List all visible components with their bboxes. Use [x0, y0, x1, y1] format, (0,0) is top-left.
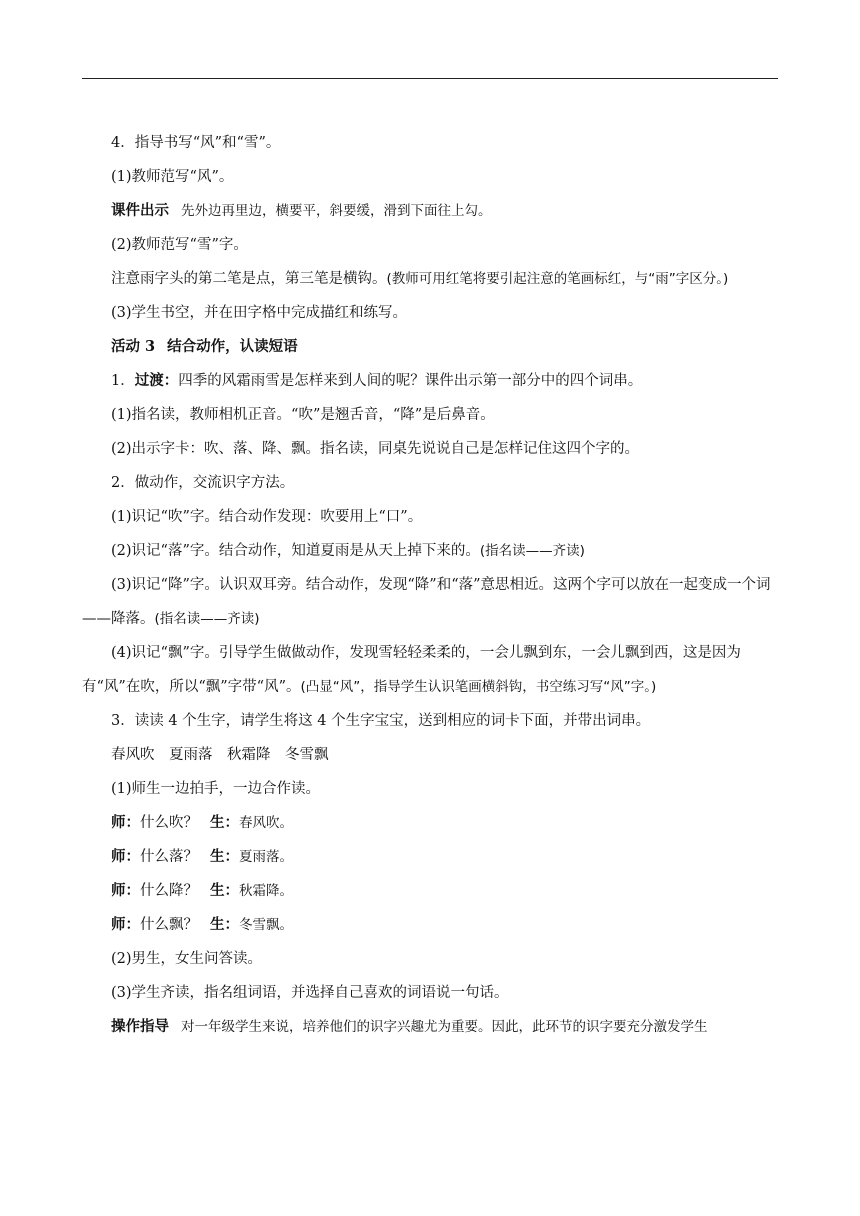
step-4-3: (3)学生书空，并在田字格中完成描红和练写。 [111, 305, 408, 321]
student-label: 生： [210, 916, 239, 933]
courseware-note [82, 194, 778, 228]
dialog-line [82, 806, 778, 840]
teacher-question: 什么落？ [140, 849, 198, 865]
step-1-number: 1． [111, 373, 135, 389]
document-body [82, 126, 778, 1044]
teacher-question: 什么飘？ [140, 917, 198, 933]
student-label: 生： [210, 882, 239, 899]
step-4-1: (1)教师范写“风”。 [111, 169, 234, 185]
step-1 [82, 364, 778, 398]
teacher-question: 什么吹？ [140, 815, 198, 831]
step-3-2: (2)男生，女生问答读。 [111, 951, 263, 967]
step-2-2-text: (2)识记“落”字。结合动作，知道夏雨是从天上掉下来的。 [111, 543, 480, 559]
dialog-line [82, 908, 778, 942]
step-2-heading: 2．做动作，交流识字方法。 [111, 475, 295, 491]
step-3-heading: 3．读读 4 个生字，请学生将这 4 个生字宝宝，送到相应的词卡下面，并带出词串。 [111, 713, 651, 729]
teacher-label: 师： [111, 848, 140, 865]
teacher-label: 师： [111, 814, 140, 831]
snow-note-main: 注意雨字头的第二笔是点，第三笔是横钩。 [111, 271, 387, 287]
step-2-3 [82, 568, 778, 636]
step-3-3: (3)学生齐读，指名组词语，并选择自己喜欢的词语说一句话。 [111, 985, 509, 1001]
operation-guide-text: 对一年级学生来说，培养他们的识字兴趣尤为重要。因此，此环节的识字要充分激发学生 [181, 1019, 708, 1035]
student-answer: 夏雨落。 [239, 849, 293, 865]
dialog-line [82, 840, 778, 874]
courseware-text: 先外边再里边，横要平，斜要缓，滑到下面往上勾。 [181, 203, 492, 219]
step-1-1: (1)指名读，教师相机正音。“吹”是翘舌音，“降”是后鼻音。 [111, 407, 495, 423]
activity-3-heading [82, 330, 778, 364]
header-rule [82, 78, 778, 79]
teacher-label: 师： [111, 882, 140, 899]
step-2-1: (1)识记“吹”字。结合动作发现：吹要用上“口”。 [111, 509, 423, 525]
step-2-4-text: (4)识记“飘”字。引导学生做做动作，发现雪轻轻柔柔的，一会儿飘到东，一会儿飘到西，这是因为有“风”在吹，所以“飘”字带“风”。 [82, 645, 741, 695]
word-strings: 春风吹 夏雨落 秋霜降 冬雪飘 [111, 747, 329, 763]
teacher-question: 什么降？ [140, 883, 198, 899]
operation-guide-label: 操作指导 [111, 1018, 169, 1035]
step-2-2-aside: (指名读——齐读) [479, 543, 585, 559]
step-3-1: (1)师生一边拍手，一边合作读。 [111, 781, 321, 797]
step-2-2 [82, 534, 778, 568]
operation-guide [82, 1010, 778, 1044]
step-2-4-aside: (凸显“风”，指导学生认识笔画横斜钩，书空练习写“风”字。) [300, 679, 657, 695]
step-2-4 [82, 636, 778, 704]
courseware-label: 课件出示 [111, 202, 169, 219]
student-answer: 秋霜降。 [239, 883, 293, 899]
snow-note-aside: (教师可用红笔将要引起注意的笔画标红，与“雨”字区分。) [386, 271, 729, 287]
step-2-3-aside: (指名读——齐读) [154, 611, 260, 627]
student-answer: 冬雪飘。 [239, 917, 293, 933]
teacher-label: 师： [111, 916, 140, 933]
step-1-2: (2)出示字卡：吹、落、降、飘。指名读，同桌先说说自己是怎样记住这四个字的。 [111, 441, 640, 457]
dialog-line [82, 874, 778, 908]
activity-title: 结合动作，认读短语 [167, 338, 298, 355]
snow-note [82, 262, 778, 296]
student-answer: 春风吹。 [239, 815, 293, 831]
transition-text: 四季的风霜雨雪是怎样来到人间的呢？课件出示第一部分中的四个词串。 [178, 373, 643, 389]
step-2-3-text: (3)识记“降”字。认识双耳旁。结合动作，发现“降”和“落”意思相近。这两个字可以放在一起变成一个词——降落。 [82, 577, 771, 627]
activity-label: 活动 3 [111, 338, 156, 355]
transition-label: 过渡： [134, 372, 179, 389]
student-label: 生： [210, 814, 239, 831]
step-4-heading: 4．指导书写“风”和“雪”。 [111, 135, 281, 151]
step-4-2: (2)教师范写“雪”字。 [111, 237, 248, 253]
student-label: 生： [210, 848, 239, 865]
